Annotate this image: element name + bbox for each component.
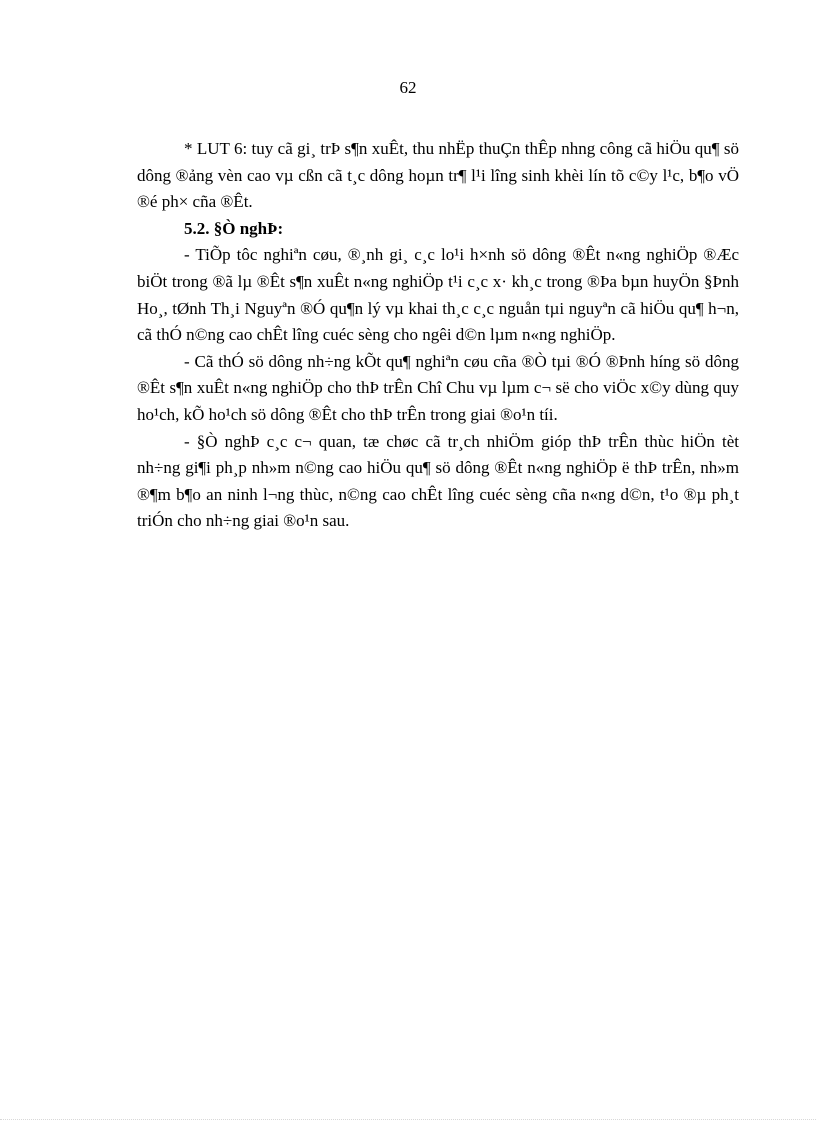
page-bottom-border <box>0 1119 816 1120</box>
paragraph-recommendation-2: - Cã thÓ sö dông nh÷ng kÕt qu¶ nghiªn cøu cña ®Ò tµi ®Ó ®Þnh híng sö dông ®Êt s¶n xuÊt n«ng nghiÖp cho thÞ trÊn Chî Chu vµ lµm c¬ së cho viÖc x©y dùng quy ho¹ch, kÕ ho¹ch sö dông ®Êt cho thÞ trÊn trong giai ®o¹n tíi. <box>137 351 739 424</box>
section-heading-recommendations: 5.2. §Ò nghÞ: <box>184 218 284 238</box>
paragraph-recommendation-3: - §Ò nghÞ c¸c c¬ quan, tæ chøc cã tr¸ch nhiÖm gióp thÞ trÊn thùc hiÖn tèt nh÷ng gi¶i ph¸p nh»m n©ng cao hiÖu qu¶ sö dông ®Êt n«ng nghiÖp ë thÞ trÊn, nh»m ®¶m b¶o an ninh l¬ng thùc, n©ng cao chÊt lîng cuéc sèng cña n«ng d©n, t¹o ®µ ph¸t triÓn cho nh÷ng giai ®o¹n sau. <box>137 431 739 531</box>
document-body <box>137 136 739 535</box>
paragraph-lut6: * LUT 6: tuy cã gi¸ trÞ s¶n xuÊt, thu nhËp thuÇn thÊp nhng công cã hiÖu qu¶ sö dông ®ảng vèn cao vµ cßn cã t¸c dông hoµn tr¶ l¹i lîng sinh khèi lín tõ c©y l¹c, b¶o vÖ ®é ph× cña ®Êt. <box>137 139 739 212</box>
page-number: 62 <box>399 78 417 97</box>
paragraph-recommendation-1: - TiÕp tôc nghiªn cøu, ®¸nh gi¸ c¸c lo¹i h×nh sö dông ®Êt n«ng nghiÖp ®Æc biÖt trong ®ã lµ ®Êt s¶n xuÊt n«ng nghiÖp t¹i c¸c x· kh¸c trong ®Þa bµn huyÖn §Þnh Ho¸, tØnh Th¸i Nguyªn ®Ó qu¶n lý vµ khai th¸c c¸c nguån tµi nguyªn cã hiÖu qu¶ h¬n, cã thÓ n©ng cao chÊt lîng cuéc sèng cho ngêi d©n lµm n«ng nghiÖp. <box>137 245 739 345</box>
